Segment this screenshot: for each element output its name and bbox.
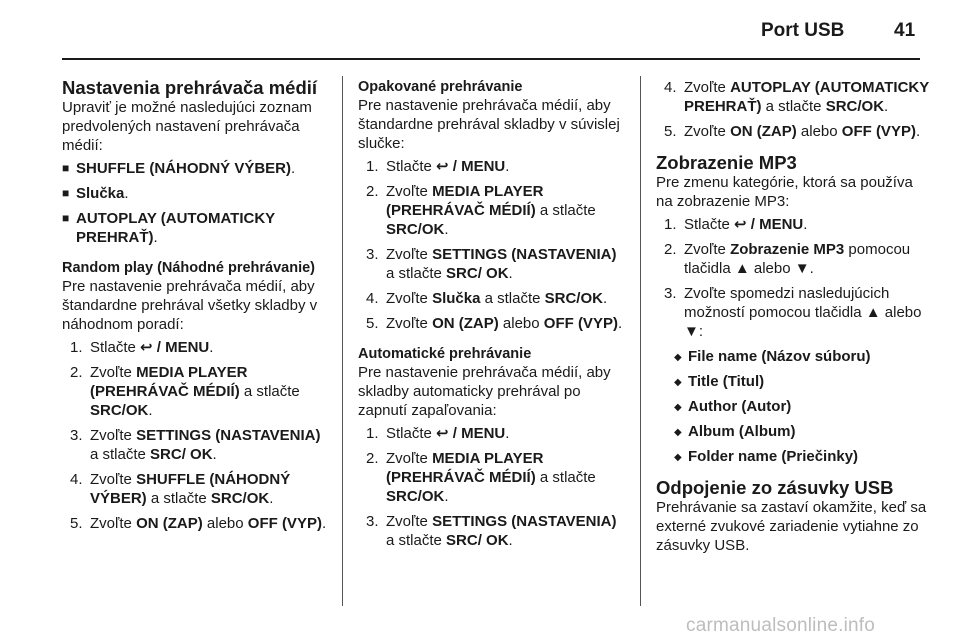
list-item: ◆ Title (Titul) (674, 372, 932, 391)
section-title: Port USB (761, 20, 845, 41)
step-item: 4. Zvoľte AUTOPLAY (AUTOMATICKY PREHRAŤ) a stlačte SRC/OK. (664, 79, 929, 115)
steps-list (656, 78, 932, 141)
sub-intro-text: Pre nastavenie prehrávača médií, aby štandardne prehrával všetky skladby v náhodnom poradí: (62, 278, 318, 333)
column-divider (640, 76, 641, 606)
list-item: ◆ Folder name (Priečinky) (674, 447, 932, 466)
list-item: ■ Slučka. (62, 184, 330, 203)
step-item: 2. Zvoľte MEDIA PLAYER (PREHRÁVAČ MÉDIÍ) a stlačte SRC/OK. (366, 450, 596, 505)
list-item: ◆ Author (Autor) (674, 397, 932, 416)
steps-list (62, 338, 330, 533)
column-3 (656, 78, 932, 555)
step-item: 1. Stlačte ↩ / MENU. (366, 158, 510, 175)
subheading-repeat-play: Opakované prehrávanie (358, 79, 523, 95)
step-item: 4. Zvoľte Slučka a stlačte SRC/OK. (366, 290, 608, 307)
intro-text: Pre nastavenie prehrávača médií, aby štandardne prehrával skladby v súvislej slučke: (358, 97, 620, 152)
step-item: 1. Stlačte ↩ / MENU. (366, 425, 510, 442)
list-item: ◆ File name (Názov súboru) (674, 347, 932, 366)
list-item: ◆ Album (Album) (674, 422, 932, 441)
page-number: 41 (894, 20, 916, 41)
subheading-random-play: Random play (Náhodné prehrávanie) (62, 260, 315, 276)
step-item: 1. Stlačte ↩ / MENU. (664, 216, 808, 233)
step-item: 2. Zvoľte MEDIA PLAYER (PREHRÁVAČ MÉDIÍ) a stlačte SRC/OK. (366, 183, 596, 238)
heading-media-player-settings: Nastavenia prehrávača médií (62, 77, 318, 98)
step-item: 2. Zvoľte Zobrazenie MP3 pomocou tlačidla ▲ alebo ▼. (664, 241, 911, 277)
watermark: carmanualsonline.info (686, 615, 876, 636)
steps-list (358, 424, 628, 550)
steps-list (358, 157, 628, 333)
list-item: ■ AUTOPLAY (AUTOMATICKY PREHRAŤ). (62, 209, 330, 247)
step-item: 3. Zvoľte spomedzi nasledujúcich možností pomocou tlačidla ▲ alebo ▼: (664, 285, 922, 340)
mp3-options-list (656, 347, 932, 466)
step-item: 4. Zvoľte SHUFFLE (NÁHODNÝ VÝBER) a stlačte SRC/OK. (70, 471, 291, 507)
intro-text: Upraviť je možné nasledujúci zoznam predvolených nastavení prehrávača médií: (62, 99, 312, 154)
step-item: 3. Zvoľte SETTINGS (NASTAVENIA) a stlačte SRC/ OK. (366, 513, 617, 549)
page-header (0, 0, 960, 60)
step-item: 1. Stlačte ↩ / MENU. (70, 339, 214, 356)
step-item: 5. Zvoľte ON (ZAP) alebo OFF (VYP). (664, 123, 921, 140)
column-1 (62, 78, 330, 539)
step-item: 3. Zvoľte SETTINGS (NASTAVENIA) a stlačte SRC/ OK. (366, 246, 617, 282)
steps-list (656, 215, 932, 341)
intro-text: Pre zmenu kategórie, ktorá sa používa na zobrazenie MP3: (656, 174, 913, 210)
step-item: 5. Zvoľte ON (ZAP) alebo OFF (VYP). (70, 515, 327, 532)
subheading-autoplay: Automatické prehrávanie (358, 346, 532, 362)
settings-list (62, 159, 330, 247)
column-2 (358, 78, 628, 556)
heading-usb-disconnect: Odpojenie zo zásuvky USB (656, 477, 894, 498)
heading-mp3-display: Zobrazenie MP3 (656, 152, 797, 173)
column-divider (342, 76, 343, 606)
outro-text: Prehrávanie sa zastaví okamžite, keď sa externé zvukové zariadenie vytiahne zo zásuvky USB. (656, 499, 927, 554)
step-item: 5. Zvoľte ON (ZAP) alebo OFF (VYP). (366, 315, 623, 332)
step-item: 3. Zvoľte SETTINGS (NASTAVENIA) a stlačte SRC/ OK. (70, 427, 321, 463)
step-item: 2. Zvoľte MEDIA PLAYER (PREHRÁVAČ MÉDIÍ) a stlačte SRC/OK. (70, 364, 300, 419)
header-rule (62, 58, 920, 60)
list-item: ■ SHUFFLE (NÁHODNÝ VÝBER). (62, 159, 330, 178)
intro-text: Pre nastavenie prehrávača médií, aby skladby automaticky prehrával po zapnutí zapaľovania: (358, 364, 611, 419)
